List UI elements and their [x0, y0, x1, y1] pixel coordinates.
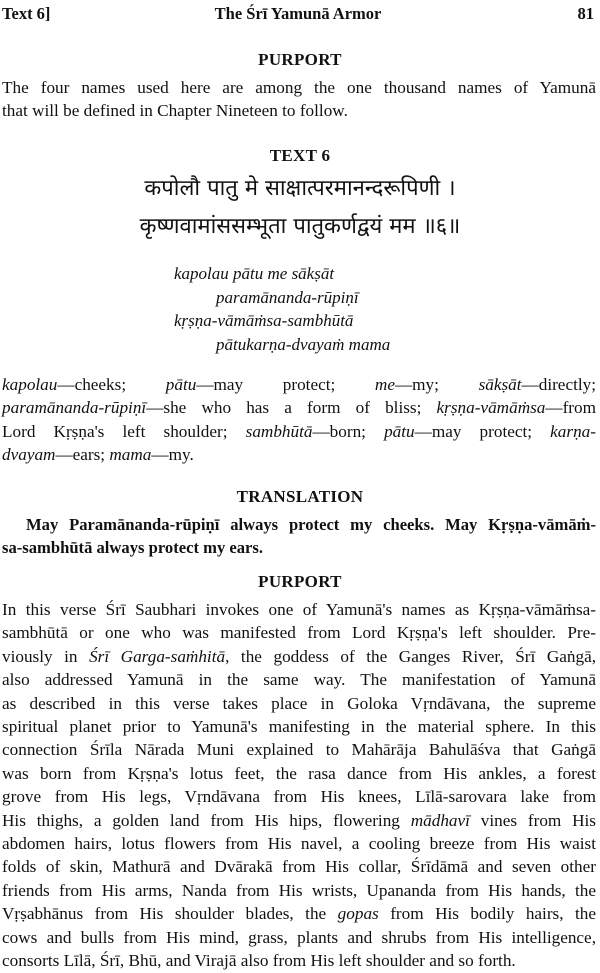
text-run: friends from His arms, Nanda from His wrists, Upananda from His hands, the	[2, 880, 596, 900]
text-run: as described in this verse takes place in Goloka Vṛndāvana, the supreme	[2, 693, 596, 713]
header-title: The Śrī Yamunā Armor	[214, 4, 382, 23]
italic-term: kṛṣṇa-vāmāṁsa	[436, 398, 546, 418]
purport2-line	[2, 715, 596, 738]
italic-term: mama	[109, 445, 152, 465]
purport2-line	[2, 879, 596, 902]
purport2-line	[2, 621, 596, 644]
text-run: spiritual planet prior to Yamunā's manifesting in the material sphere. In this	[2, 717, 596, 737]
devanagari-line: कृष्णवामांससम्भूता पातुकर्णद्वयं मम ॥६॥	[139, 214, 461, 239]
text-run: also addressed Yamunā in the same way. The manifestation of Yamunā	[2, 670, 596, 690]
italic-term: me	[374, 375, 395, 394]
purport2-line	[2, 902, 596, 925]
text-run: sambhūtā or one who was manifested from Lord Kṛṣṇa's left shoulder. Pre-	[2, 623, 596, 643]
text-run: abdomen hairs, lotus flowers from His navel, a cooling breeze from His waist	[2, 834, 596, 854]
synonyms-line	[2, 396, 596, 419]
text-run: —may protect;	[414, 421, 551, 441]
text-run: folds of skin, Mathurā and Dvārakā from His collar, Śrīdāmā and seven other	[2, 857, 596, 877]
synonyms-paragraph	[2, 373, 596, 467]
translation-text	[2, 513, 596, 560]
purport-heading-2: PURPORT	[258, 572, 342, 591]
text-run: —my;	[394, 375, 479, 394]
italic-term: karṇa-	[550, 421, 596, 441]
text-6-heading: TEXT 6	[269, 146, 331, 165]
text-run: cows and bulls from His mind, grass, plants and shrubs from His intelligence,	[2, 927, 596, 947]
italic-term: gopas	[337, 904, 379, 924]
text-run: —from	[545, 398, 596, 418]
running-header	[2, 4, 594, 30]
purport2-line	[2, 926, 596, 949]
purport2-line	[2, 832, 596, 855]
verse-line: kṛṣṇa-vāmāṁsa-sambhūtā	[174, 311, 354, 330]
italic-term: sākṣāt	[478, 375, 522, 394]
text-run: —ears;	[55, 445, 110, 465]
purport2-line	[2, 668, 596, 691]
text-run: vines from His	[469, 810, 596, 830]
text-run: Lord Kṛṣṇa's left shoulder;	[2, 421, 246, 441]
purport2-line	[2, 949, 596, 972]
italic-term: mādhavī	[410, 810, 470, 830]
synonyms-line	[2, 373, 596, 396]
text-run: —cheeks;	[57, 375, 166, 394]
verse-line: kapolau pātu me sākṣāt	[174, 264, 335, 283]
purport-paragraph-1	[2, 76, 596, 123]
synonyms-line	[2, 420, 596, 443]
purport2-line	[2, 809, 596, 832]
italic-term: Śrī Garga-saṁhitā	[89, 646, 226, 666]
italic-term: pātu	[384, 421, 415, 441]
purport-paragraph-2	[2, 598, 596, 973]
text-run: In this verse Śrī Saubhari invokes one of Yamunā's names as Kṛṣṇa-vāmāṁsa-	[2, 600, 596, 619]
purport-heading-1: PURPORT	[258, 50, 342, 69]
devanagari-verse	[0, 170, 600, 246]
purport2-line	[2, 762, 596, 785]
devanagari-line: कपोलौ पातु मे साक्षात्परमानन्दरूपिणी ।	[144, 176, 456, 201]
purport2-line	[2, 855, 596, 878]
purport2-line	[2, 738, 596, 761]
text-run: —she who has a form of bliss;	[146, 398, 437, 418]
purport2-line	[2, 692, 596, 715]
purport2-line	[2, 598, 596, 621]
page-number: 81	[577, 4, 594, 23]
text-run: —my.	[151, 445, 194, 465]
text-run: grove from His legs, Vṛndāvana from His knees, Līlā-sarovara lake from	[2, 787, 596, 807]
purport1-line: The four names used here are among the one thousand names of Yamunā	[2, 78, 596, 97]
verse-line: pātukarṇa-dvayaṁ mama	[216, 334, 391, 354]
purport1-line: that will be defined in Chapter Nineteen to follow.	[2, 101, 348, 121]
text-run: consorts Līlā, Śrī, Bhū, and Virajā also from His left shoulder and so forth.	[2, 951, 516, 971]
transliteration-verse	[174, 262, 390, 356]
italic-term: paramānanda-rūpiṇī	[2, 398, 147, 418]
italic-term: kapolau	[2, 375, 58, 394]
translation-line: May Paramānanda-rūpiṇī always protect my cheeks. May Kṛṣṇa-vāmāṁ-	[26, 515, 596, 534]
italic-term: dvayam	[2, 445, 56, 465]
translation-line: sa-sambhūtā always protect my ears.	[2, 538, 264, 558]
text-run: His thighs, a golden land from His hips, flowering	[2, 810, 411, 830]
verse-line: paramānanda-rūpiṇī	[216, 287, 359, 307]
italic-term: pātu	[165, 375, 197, 394]
text-run: Vṛṣabhānus from His shoulder blades, the	[2, 904, 338, 924]
text-run: —born;	[312, 421, 385, 441]
italic-term: sambhūtā	[245, 421, 313, 441]
text-run: —may protect;	[196, 375, 375, 394]
translation-heading: TRANSLATION	[236, 487, 364, 506]
text-run: , the goddess of the Ganges River, Śrī Gaṅgā,	[225, 646, 596, 666]
text-run: —directly;	[521, 375, 596, 394]
text-run: was born from Kṛṣṇa's lotus feet, the rasa dance from His ankles, a forest	[2, 763, 596, 783]
text-run: viously in	[2, 646, 90, 666]
text-run: connection Śrīla Nārada Muni explained to Mahārāja Bahulāśva that Gaṅgā	[2, 740, 596, 760]
synonyms-line	[2, 443, 596, 466]
text-run: from His bodily hairs, the	[378, 904, 597, 924]
purport2-line	[2, 645, 596, 668]
purport2-line	[2, 785, 596, 808]
header-section: Text 6]	[2, 4, 51, 23]
